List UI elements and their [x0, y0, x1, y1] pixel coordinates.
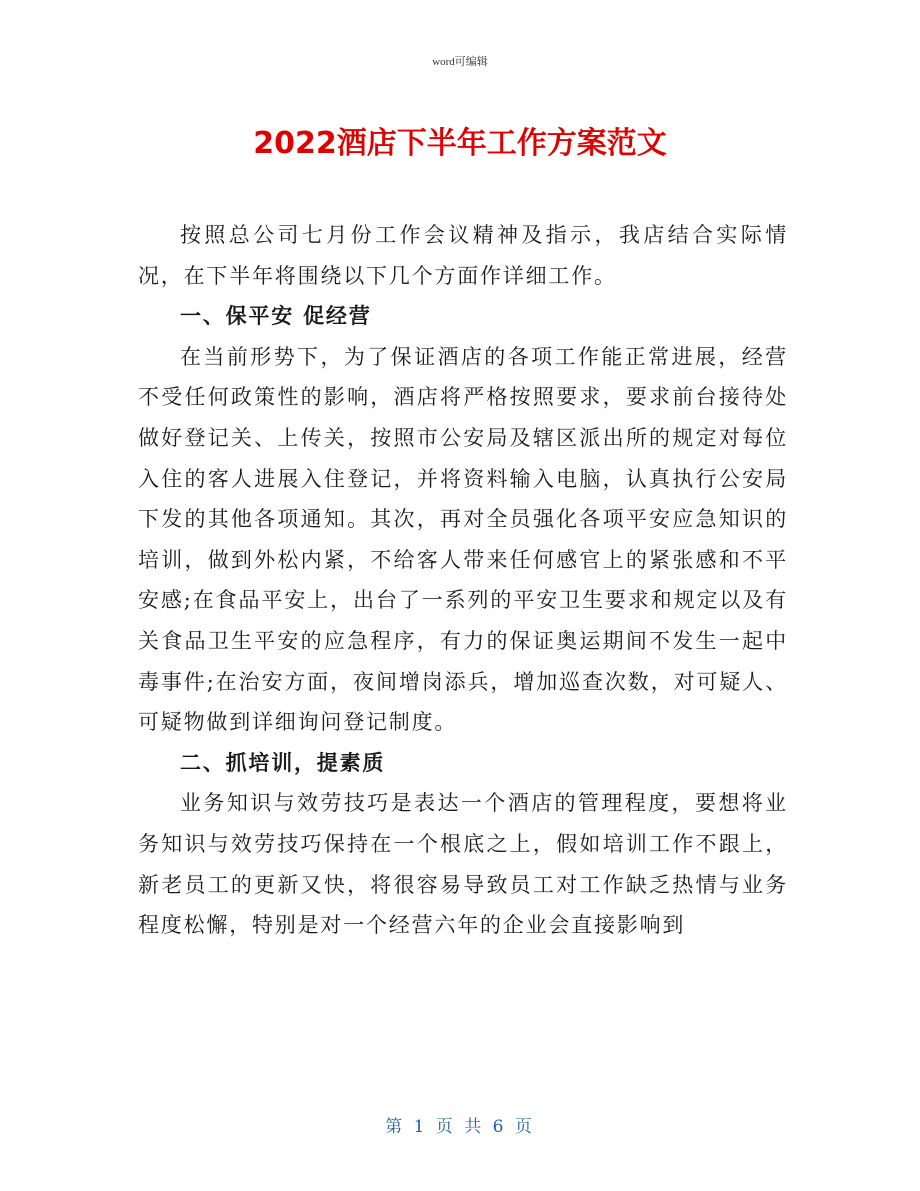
section-2-heading: 二、抓培训，提素质: [180, 750, 386, 775]
section-1-paragraph: 在当前形势下，为了保证酒店的各项工作能正常进展，经营不受任何政策性的影响，酒店将严格按照要求，要求前台接待处做好登记关、上传关，按照市公安局及辖区派出所的规定对每位入住的客人进展入住登记，并将资料输入电脑，认真执行公安局下发的其他各项通知。其次，再对全员强化各项平安应急知识的培训，做到外松内紧，不给客人带来任何感官上的紧张感和不平安感;在食品平安上，出台了一系列的平安卫生要求和规定以及有关食品卫生平安的应急程序，有力的保证奥运期间不发生一起中毒事件;在治安方面，夜间增岗添兵，增加巡查次数，对可疑人、可疑物做到详细询问登记制度。: [138, 344, 788, 735]
section-2-paragraph: 业务知识与效劳技巧是表达一个酒店的管理程度，要想将业务知识与效劳技巧保持在一个根底之上，假如培训工作不跟上，新老员工的更新又快，将很容易导致员工对工作缺乏热情与业务程度松懈，特别是对一个经营六年的企业会直接影响到: [138, 791, 788, 938]
document-title: 2022酒店下半年工作方案范文: [253, 126, 667, 161]
intro-paragraph: 按照总公司七月份工作会议精神及指示，我店结合实际情况，在下半年将围绕以下几个方面作详细工作。: [138, 223, 788, 288]
section-1-heading: 一、保平安 促经营: [180, 304, 372, 329]
document-body: [138, 215, 788, 946]
page-footer: 第 1 页 共 6 页: [385, 1117, 535, 1137]
page-header: word可编辑: [432, 56, 488, 68]
